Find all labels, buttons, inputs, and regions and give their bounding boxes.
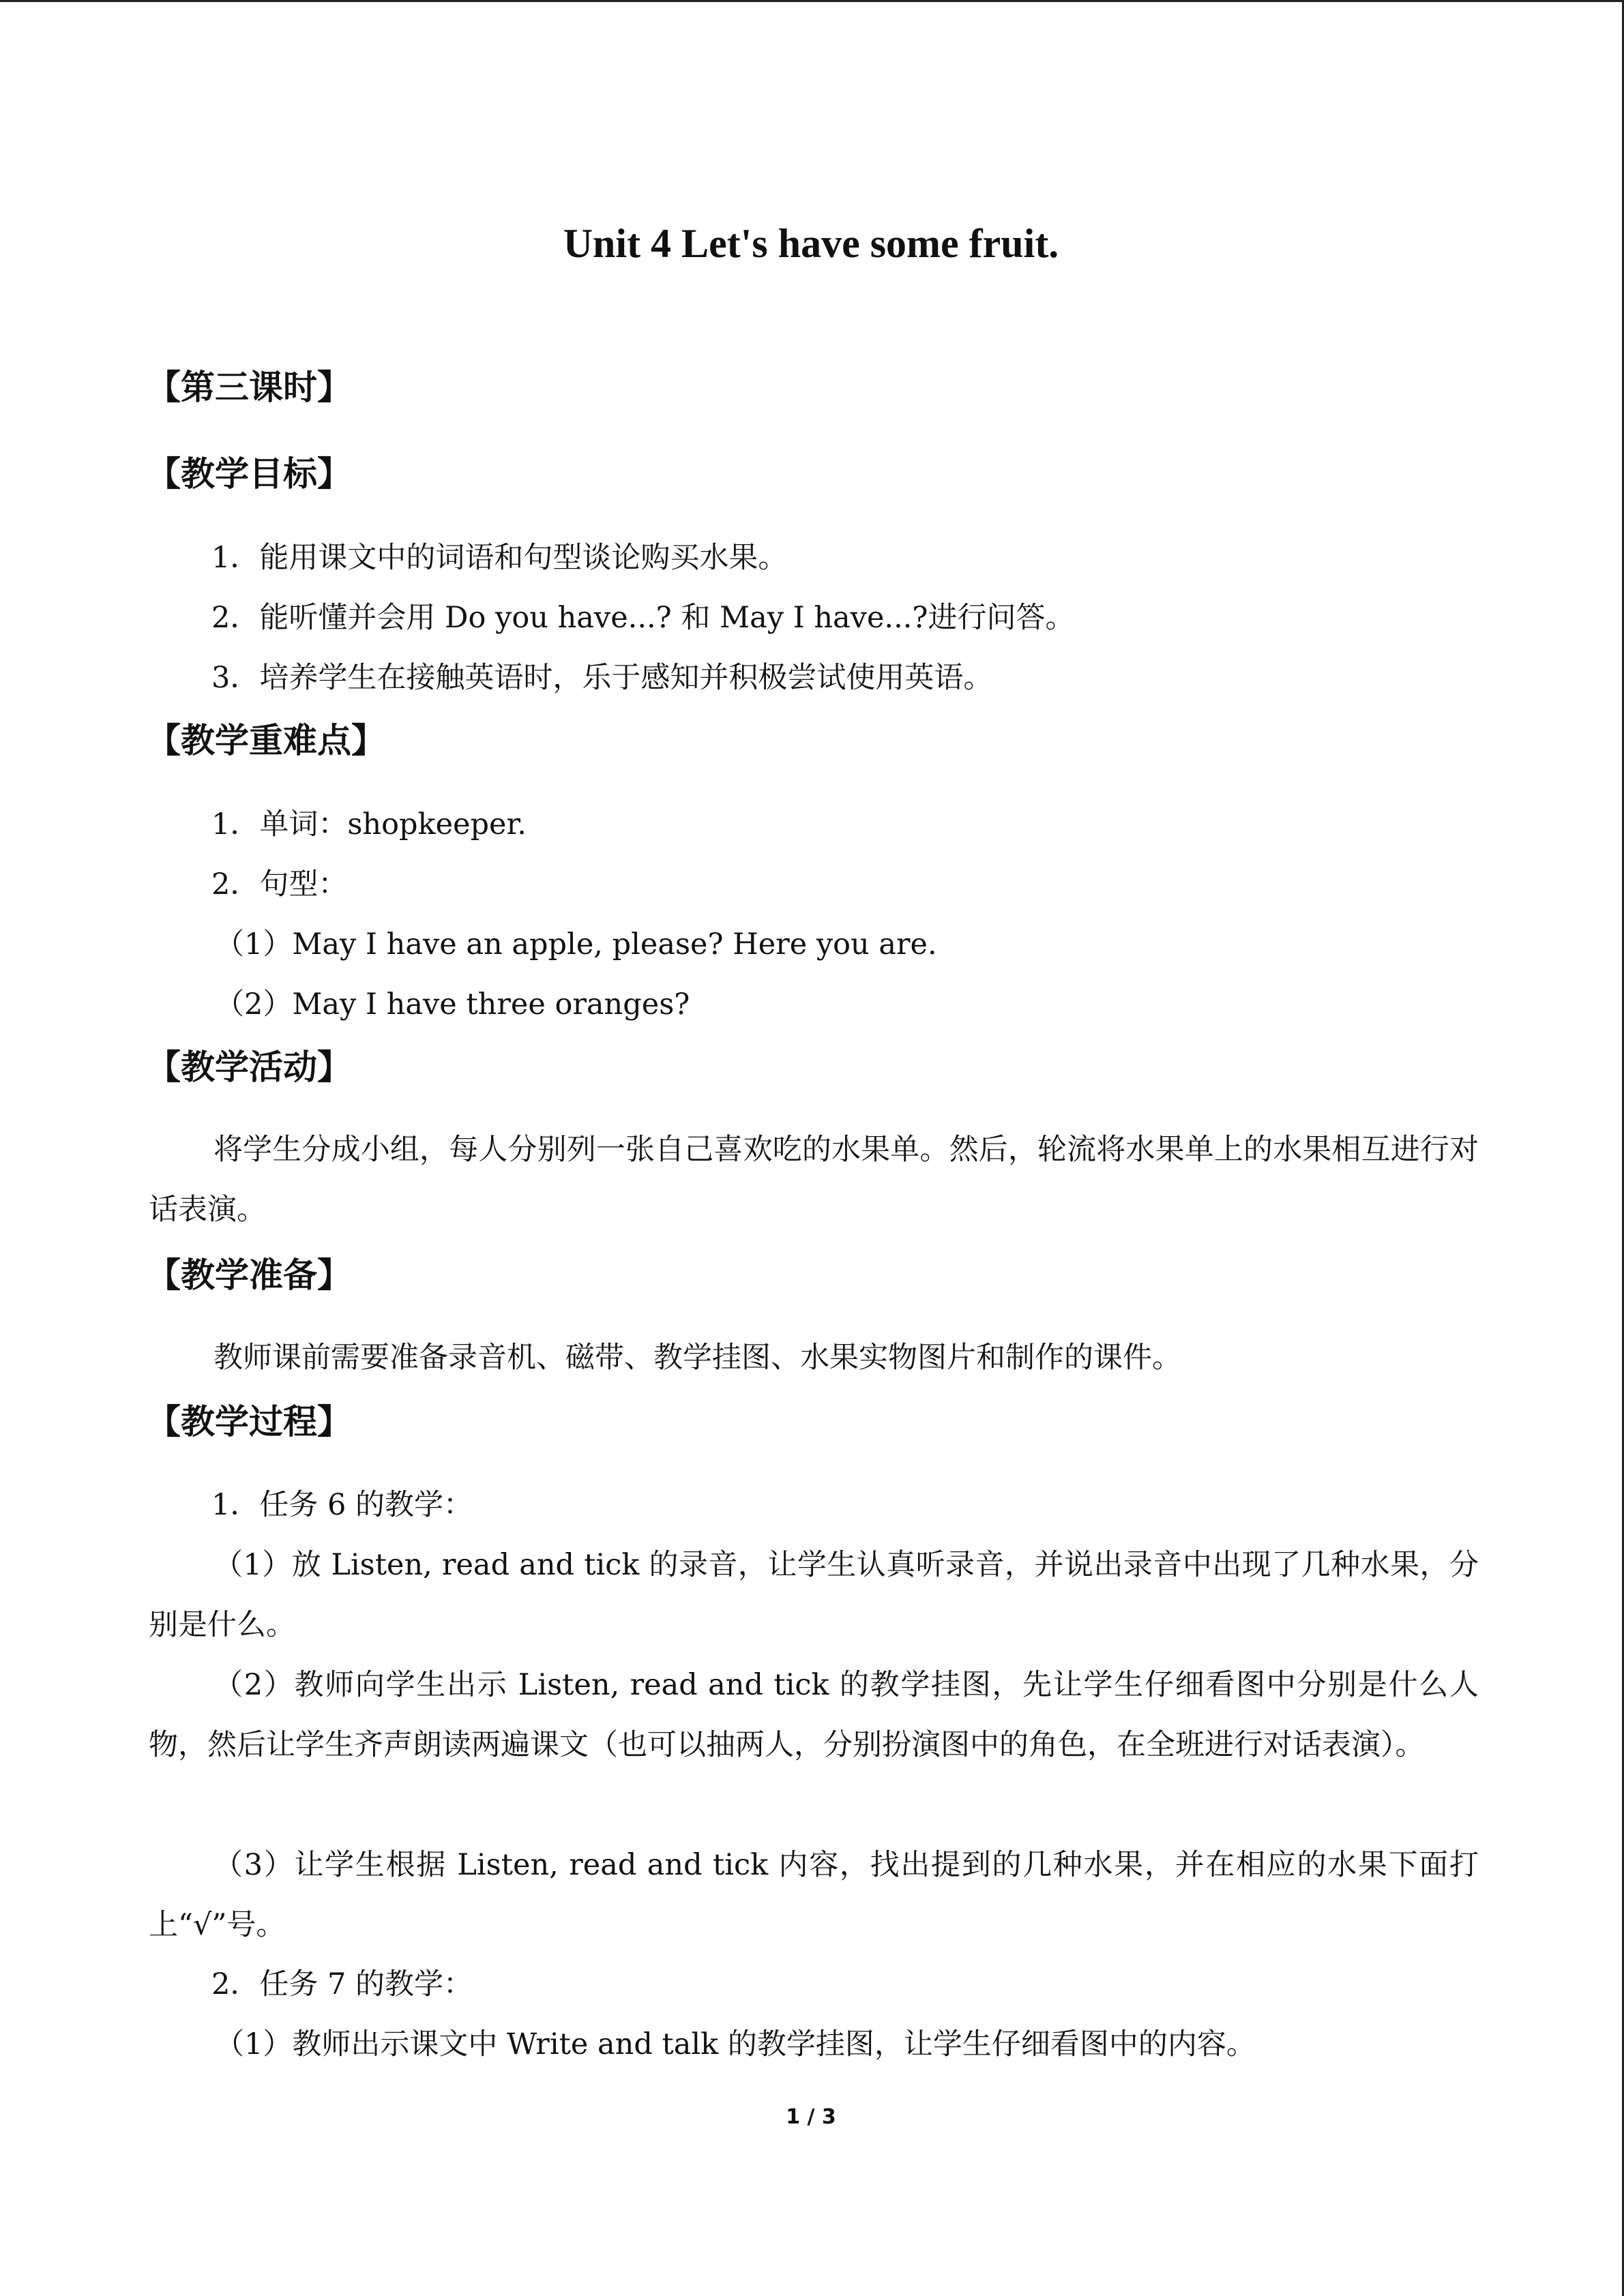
key-point-item: （2）May I have three oranges? — [215, 987, 690, 1022]
task6-step1: （1）放 Listen, read and tick 的录音，让学生认真听录音，并说出录音中出现了几种水果，分别是什么。 — [149, 1548, 1479, 1642]
objective-item: 1．能用课文中的词语和句型谈论购买水果。 — [211, 541, 788, 575]
page-number: 1 / 3 — [786, 2105, 836, 2129]
heading-preparation: 【教学准备】 — [147, 1255, 351, 1295]
task6-step3: （3）让学生根据 Listen, read and tick 内容，找出提到的几种水果，并在相应的水果下面打上“√”号。 — [149, 1848, 1479, 1942]
heading-key-points: 【教学重难点】 — [147, 721, 385, 760]
preparation-paragraph: 教师课前需要准备录音机、磁带、教学挂图、水果实物图片和制作的课件。 — [213, 1341, 1181, 1375]
task6-step2: （2）教师向学生出示 Listen, read and tick 的教学挂图，先让学生仔细看图中分别是什么人物，然后让学生齐声朗读两遍课文（也可以抽两人，分别扮演图中的角色，在全班进行对话表演）。 — [149, 1668, 1479, 1762]
heading-objectives: 【教学目标】 — [147, 454, 351, 494]
document-title: Unit 4 Let's have some fruit. — [563, 221, 1059, 266]
heading-process: 【教学过程】 — [147, 1402, 351, 1442]
task6-title: 1．任务 6 的教学： — [211, 1488, 473, 1522]
task7-title: 2．任务 7 的教学： — [211, 1967, 473, 2001]
activities-paragraph: 将学生分成小组，每人分别列一张自己喜欢吃的水果单。然后，轮流将水果单上的水果相互进行对话表演。 — [149, 1133, 1479, 1227]
task7-step1: （1）教师出示课文中 Write and talk 的教学挂图，让学生仔细看图中的内容。 — [215, 2027, 1256, 2061]
objective-item: 2．能听懂并会用 Do you have...? 和 May I have...?进行问答。 — [211, 601, 1075, 635]
key-point-item: 2．句型： — [211, 867, 348, 901]
objective-item: 3．培养学生在接触英语时，乐于感知并积极尝试使用英语。 — [211, 661, 993, 695]
heading-lesson: 【第三课时】 — [147, 368, 351, 407]
key-point-item: （1）May I have an apple, please? Here you are. — [215, 927, 937, 961]
heading-activities: 【教学活动】 — [147, 1047, 351, 1087]
key-point-item: 1．单词：shopkeeper. — [211, 807, 527, 841]
